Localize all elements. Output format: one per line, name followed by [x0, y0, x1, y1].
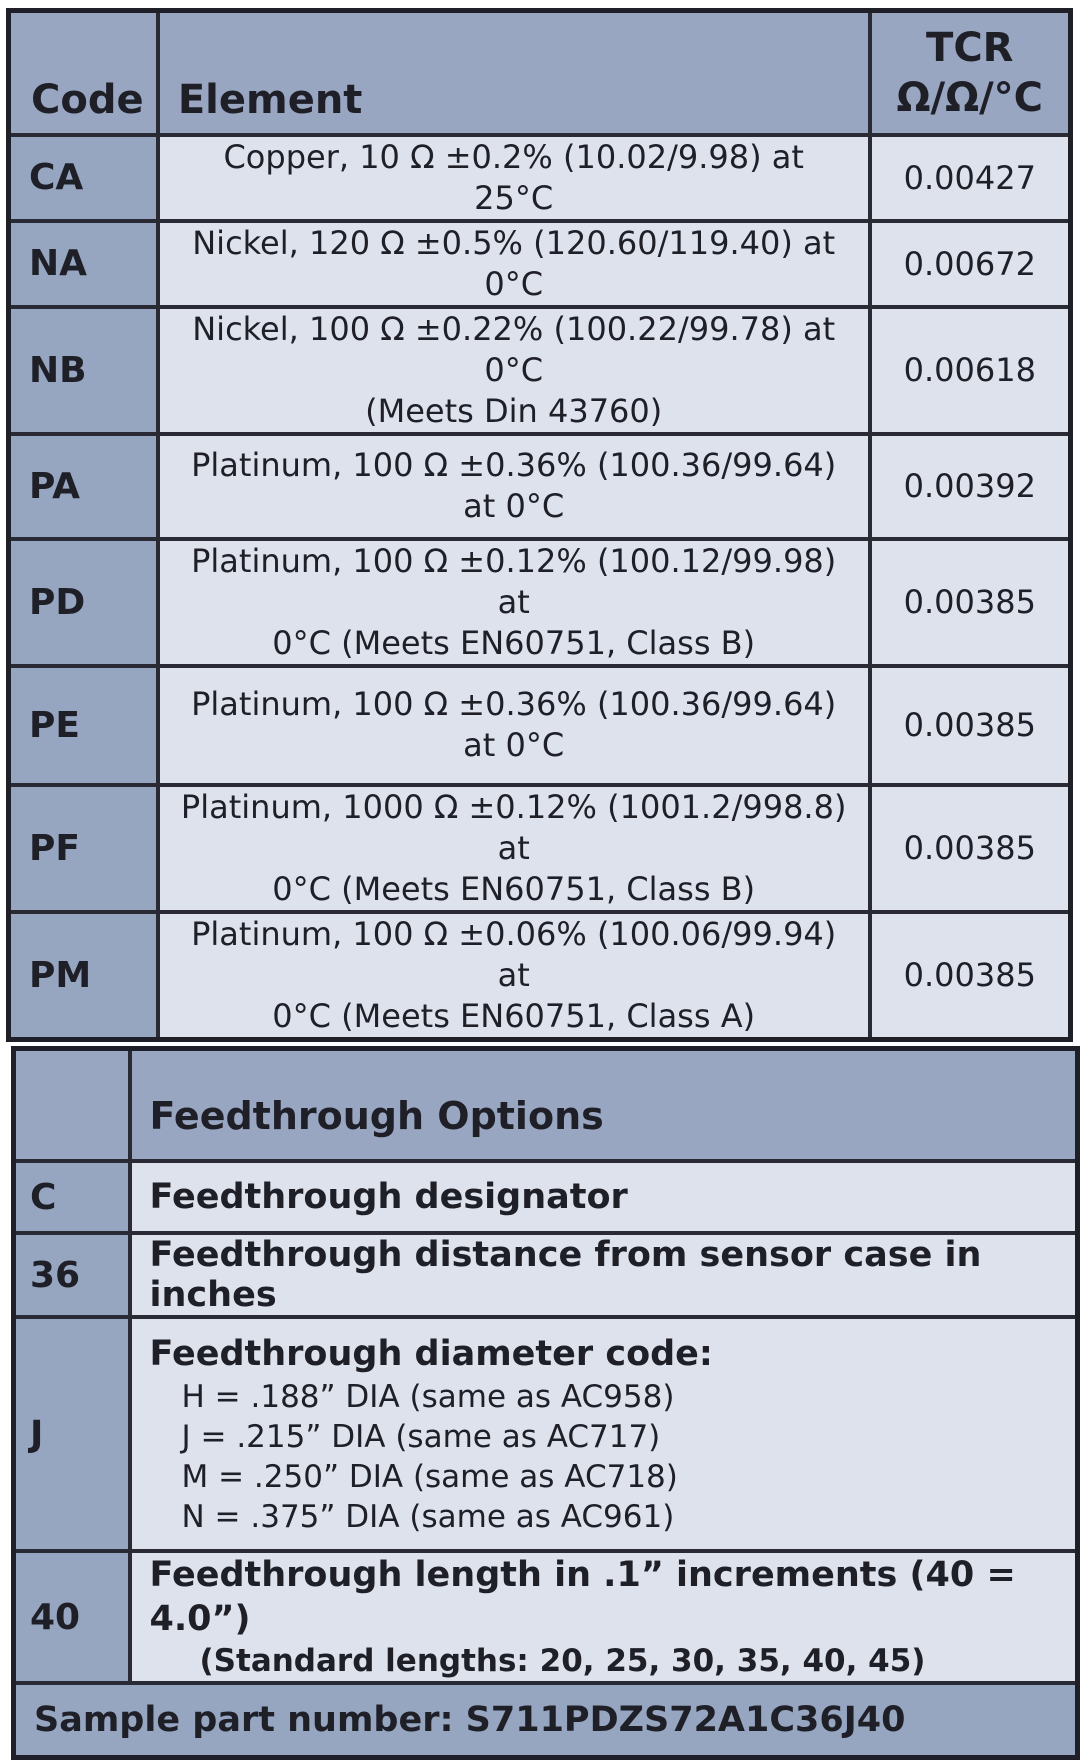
header-code: Code — [9, 11, 158, 135]
element-description — [158, 434, 870, 539]
feedthrough-description — [130, 1317, 1078, 1551]
description-line: Platinum, 100 Ω ±0.12% (100.12/99.98) at — [191, 541, 837, 621]
element-code: PD — [9, 539, 158, 666]
feedthrough-code: C — [14, 1161, 130, 1233]
element-code: PA — [9, 434, 158, 539]
feedthrough-table-header — [14, 1049, 1078, 1162]
feedthrough-table — [11, 1046, 1080, 1760]
description-line: 0°C (Meets EN60751, Class B) — [272, 623, 756, 662]
feedthrough-description: Feedthrough designator — [130, 1161, 1078, 1233]
header-tcr-label: TCR — [926, 24, 1014, 71]
element-code: NA — [9, 221, 158, 307]
table-row — [14, 1233, 1078, 1317]
tcr-value: 0.00385 — [870, 785, 1071, 912]
table-row — [9, 539, 1071, 666]
description-line: Nickel, 120 Ω ±0.5% (120.60/119.40) at 0°C — [192, 223, 836, 303]
description-line: Copper, 10 Ω ±0.2% (10.02/9.98) at 25°C — [223, 137, 804, 217]
feedthrough-code: 36 — [14, 1233, 130, 1317]
diameter-option: H = .188” DIA (same as AC958) — [181, 1379, 675, 1415]
table-row — [9, 135, 1071, 221]
header-tcr-unit: Ω/Ω/°C — [896, 74, 1044, 121]
element-description — [158, 912, 870, 1040]
diameter-option: M = .250” DIA (same as AC718) — [181, 1459, 678, 1495]
element-description — [158, 785, 870, 912]
tcr-value: 0.00385 — [870, 666, 1071, 785]
tcr-value: 0.00427 — [870, 135, 1071, 221]
table-row — [9, 912, 1071, 1040]
element-table-header — [9, 11, 1071, 135]
header-tcr — [870, 11, 1071, 135]
feedthrough-label: Feedthrough length in .1” increments (40 = 4.0”) — [149, 1555, 1016, 1639]
tcr-value: 0.00385 — [870, 912, 1071, 1040]
feedthrough-description — [130, 1551, 1078, 1683]
table-row — [9, 785, 1071, 912]
tcr-value: 0.00618 — [870, 307, 1071, 434]
description-line: Nickel, 100 Ω ±0.22% (100.22/99.78) at 0°C — [192, 309, 836, 389]
description-line: Platinum, 1000 Ω ±0.12% (1001.2/998.8) at — [180, 787, 847, 867]
table-row — [14, 1551, 1078, 1683]
description-line: Platinum, 100 Ω ±0.36% (100.36/99.64) — [191, 685, 837, 723]
tcr-value: 0.00672 — [870, 221, 1071, 307]
element-code: PF — [9, 785, 158, 912]
element-table — [6, 8, 1073, 1042]
description-line: (Meets Din 43760) — [365, 391, 663, 430]
element-code: CA — [9, 135, 158, 221]
standard-lengths-note: (Standard lengths: 20, 25, 30, 35, 40, 45) — [199, 1643, 926, 1679]
description-line: 0°C (Meets EN60751, Class B) — [272, 869, 756, 908]
table-row — [9, 221, 1071, 307]
tcr-value: 0.00385 — [870, 539, 1071, 666]
table-row — [9, 434, 1071, 539]
table-row — [14, 1317, 1078, 1551]
element-code: PE — [9, 666, 158, 785]
element-description — [158, 307, 870, 434]
tcr-value: 0.00392 — [870, 434, 1071, 539]
feedthrough-header: Feedthrough Options — [130, 1049, 1078, 1162]
header-element: Element — [158, 11, 870, 135]
description-line: 0°C (Meets EN60751, Class A) — [272, 996, 756, 1035]
diameter-option: J = .215” DIA (same as AC717) — [181, 1419, 661, 1455]
sample-part-number: Sample part number: S711PDZS72A1C36J40 — [14, 1683, 1078, 1758]
feedthrough-code: 40 — [14, 1551, 130, 1683]
feedthrough-description: Feedthrough distance from sensor case in inches — [130, 1233, 1078, 1317]
header-empty-cell — [14, 1049, 130, 1162]
description-line: at 0°C — [463, 487, 565, 525]
feedthrough-code: J — [14, 1317, 130, 1551]
element-description — [158, 666, 870, 785]
diameter-option: N = .375” DIA (same as AC961) — [181, 1499, 675, 1535]
feedthrough-label: Feedthrough diameter code: — [149, 1334, 713, 1374]
element-description — [158, 135, 870, 221]
table-row — [9, 666, 1071, 785]
element-description — [158, 539, 870, 666]
element-code: PM — [9, 912, 158, 1040]
description-line: Platinum, 100 Ω ±0.06% (100.06/99.94) at — [191, 914, 837, 994]
table-row — [14, 1161, 1078, 1233]
element-description — [158, 221, 870, 307]
table-row — [9, 307, 1071, 434]
element-code: NB — [9, 307, 158, 434]
description-line: Platinum, 100 Ω ±0.36% (100.36/99.64) — [191, 446, 837, 484]
sample-part-row — [14, 1683, 1078, 1758]
description-line: at 0°C — [463, 726, 565, 764]
